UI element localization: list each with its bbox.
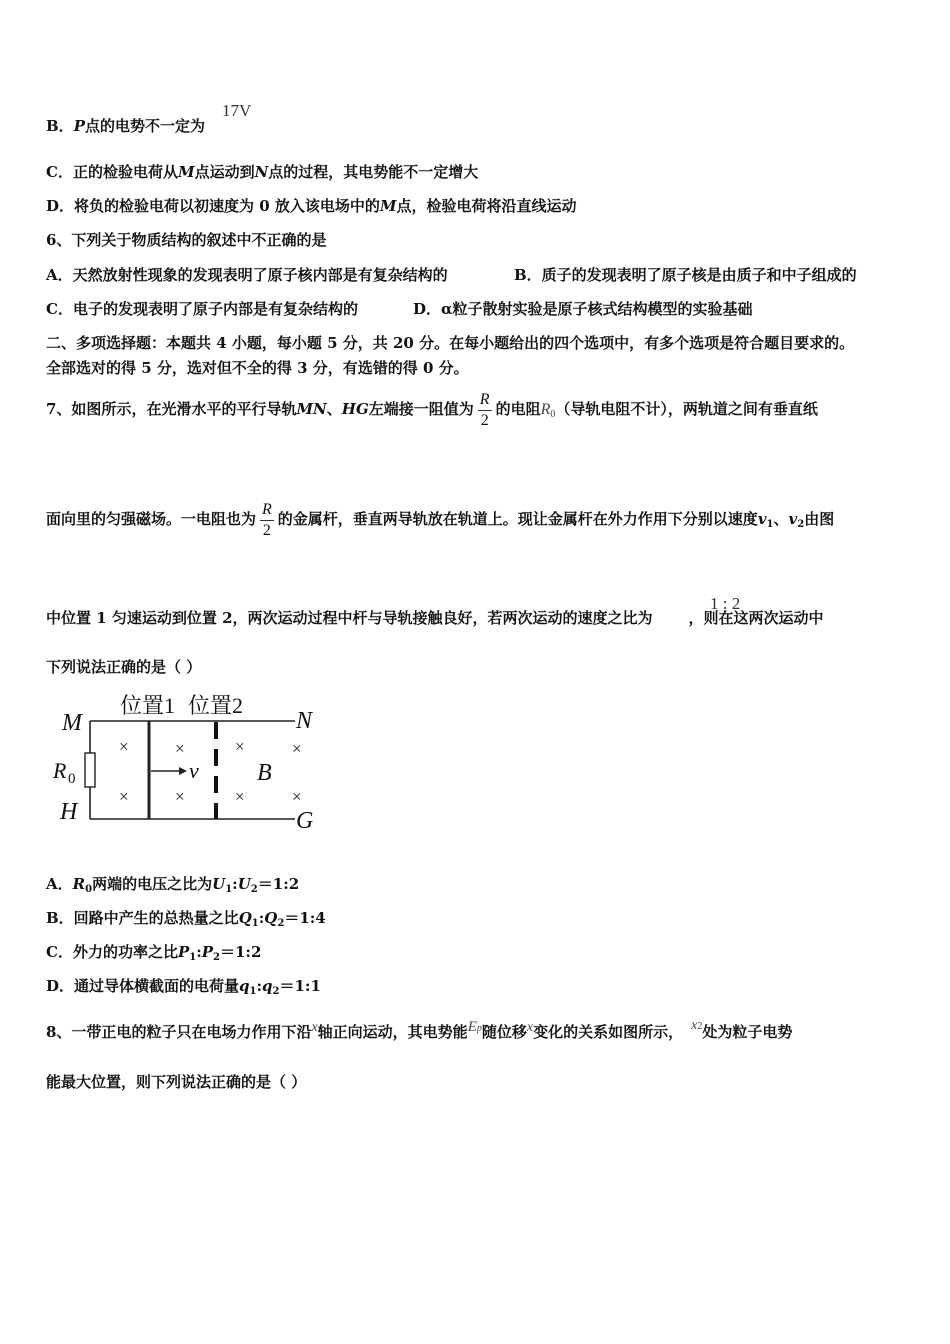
label-position2: 位置2 (188, 693, 244, 718)
q7-text: 中位置 1 匀速运动到位置 2，两次运动过程中杆与导轨接触良好，若两次运动的速度之比为 (46, 609, 653, 627)
symbol-x: x (691, 1018, 698, 1033)
option-text: C．外力的功率之比 (46, 943, 178, 961)
q7-line3 (46, 608, 824, 628)
symbol-p: P (73, 117, 85, 135)
option-text: 点运动到 (194, 163, 255, 181)
q7-text: 、 (773, 510, 789, 528)
resistor-r0 (85, 753, 95, 787)
symbol-p1: P (177, 943, 190, 961)
symbol-n: N (254, 163, 269, 181)
q8-line1 (46, 1018, 793, 1045)
option-text: 点，检验电荷将沿直线运动 (396, 197, 577, 215)
fraction-numerator: R (478, 390, 492, 411)
q7-text: 的电阻 (495, 400, 541, 418)
subscript: 1 (225, 884, 233, 895)
option-text: B．回路中产生的总热量之比 (46, 909, 239, 927)
subscript: 2 (272, 986, 280, 997)
symbol-mn: MN (296, 400, 327, 418)
subscript: 1 (249, 986, 257, 997)
q6-option-d: D．α粒子散射实验是原子核式结构模型的实验基础 (413, 300, 753, 318)
q7-text: 7、如图所示，在光滑水平的平行导轨 (46, 400, 297, 418)
subscript: 1 (189, 952, 197, 963)
field-cross: × (292, 739, 302, 758)
fraction-r-over-2 (260, 500, 274, 541)
q8-text: 变化的关系如图所示， (533, 1023, 684, 1041)
q7-text: 左端接一阻值为 (368, 400, 474, 418)
q7-text: 、 (326, 400, 342, 418)
label-h: H (60, 799, 78, 825)
q6-stem: 6、下列关于物质结构的叙述中不正确的是 (46, 231, 327, 249)
subscript: 2 (697, 1021, 703, 1032)
symbol-x: x (526, 1020, 534, 1035)
q7-text: （导轨电阻不计），两轨道之间有垂直纸 (555, 400, 818, 418)
subscript: p (476, 1023, 482, 1034)
q8-text: 8、一带正电的粒子只在电场力作用下沿 (46, 1023, 312, 1041)
symbol-e: E (467, 1019, 477, 1035)
potential-value: 17V (222, 101, 252, 120)
symbol-x2 (691, 1018, 702, 1033)
option-text: ＝1:1 (279, 977, 321, 995)
symbol-m: M (379, 197, 397, 215)
label-b: B (257, 760, 272, 786)
field-cross: × (235, 787, 245, 806)
field-cross: × (175, 787, 185, 806)
q7-line2 (46, 498, 834, 546)
q7-text: ，则在这两次运动中 (688, 609, 824, 627)
subscript: 2 (213, 952, 220, 963)
colon: : (232, 875, 238, 893)
symbol-p2: P (201, 943, 214, 961)
section-header-line1: 二、多项选择题：本题共 4 小题，每小题 5 分，共 20 分。在每小题给出的四个选项中，有多个选项是符合题目要求的。 (46, 334, 855, 352)
symbol-hg: HG (341, 400, 369, 418)
label-g: G (296, 808, 314, 834)
option-text: ＝1:2 (220, 943, 262, 961)
q7-option-a (46, 874, 299, 900)
colon: : (258, 909, 265, 927)
field-cross: × (119, 787, 129, 806)
label-v: v (189, 758, 199, 783)
fraction-numerator: R (260, 500, 274, 521)
label-position1: 位置1 (120, 693, 176, 718)
colon: : (196, 943, 202, 961)
option-text: D．将负的检验电荷以初速度为 0 放入该电场中的 (46, 197, 380, 215)
option-label: B． (46, 117, 74, 135)
symbol-u2: U (237, 875, 251, 893)
fraction-denominator: 2 (480, 411, 489, 429)
field-cross: × (292, 787, 302, 806)
symbol-q1: q (239, 977, 250, 995)
section-header-line2: 全部选对的得 5 分，选对但不全的得 3 分，有选错的得 0 分。 (46, 359, 469, 377)
subscript: 2 (277, 918, 285, 929)
field-cross: × (175, 739, 185, 758)
q5-option-b (46, 116, 205, 136)
option-text: 两端的电压之比为 (92, 875, 213, 893)
q7-option-d (46, 976, 321, 1002)
velocity-arrow-head (179, 767, 187, 775)
q7-line4: 下列说法正确的是（ ） (46, 658, 202, 676)
label-r-subscript: 0 (68, 771, 76, 787)
q6-option-b: B．质子的发现表明了原子核是由质子和中子组成的 (514, 266, 857, 284)
field-cross: × (119, 737, 129, 756)
q7-option-b (46, 908, 326, 934)
symbol-q1: Q (238, 909, 252, 927)
option-text: 点的电势不一定为 (84, 117, 205, 135)
q8-text: 轴正向运动，其电势能 (317, 1023, 468, 1041)
symbol-r: R (540, 401, 551, 418)
subscript: 1 (251, 918, 259, 929)
option-text: C．正的检验电荷从 (46, 163, 178, 181)
q5-option-c (46, 162, 478, 182)
option-label: A． (46, 875, 73, 893)
symbol-q2: Q (264, 909, 278, 927)
symbol-u1: U (212, 875, 226, 893)
symbol-v2: v (788, 510, 798, 528)
option-text: 点的过程，其电势能不一定增大 (268, 163, 479, 181)
speed-ratio: 1 : 2 (710, 594, 741, 613)
q8-text: 处为粒子电势 (702, 1023, 793, 1041)
option-text: D．通过导体横截面的电荷量 (46, 977, 240, 995)
option-text: ＝1:4 (284, 909, 326, 927)
subscript: 0 (85, 884, 93, 895)
symbol-r: R (72, 875, 86, 893)
subscript: 2 (250, 884, 258, 895)
q6-option-a: A．天然放射性现象的发现表明了原子核内部是有复杂结构的 (46, 266, 448, 284)
q6-option-c: C．电子的发现表明了原子内部是有复杂结构的 (46, 300, 358, 318)
q7-option-c (46, 942, 261, 968)
symbol-q2: q (262, 977, 273, 995)
q7-line1 (46, 388, 818, 436)
colon: : (256, 977, 263, 995)
label-m: M (62, 710, 82, 736)
q7-text: 由图 (804, 510, 835, 528)
q7-text: 面向里的匀强磁场。一电阻也为 (46, 510, 257, 528)
symbol-v1: v (757, 510, 767, 528)
q8-line2: 能最大位置，则下列说法正确的是（ ） (46, 1073, 307, 1091)
fraction-r-over-2 (478, 390, 492, 431)
symbol-ep (468, 1019, 482, 1035)
option-text: ＝1:2 (257, 875, 300, 893)
label-r: R (53, 758, 67, 783)
q7-text: 的金属杆，垂直两导轨放在轨道上。现让金属杆在外力作用下分别以速度 (277, 510, 758, 528)
q8-text: 随位移 (481, 1023, 527, 1041)
rail-circuit-diagram (50, 688, 340, 838)
subscript: 2 (797, 519, 805, 530)
symbol-r0 (541, 401, 556, 418)
symbol-x: x (311, 1020, 318, 1035)
subscript: 1 (766, 519, 774, 530)
field-cross: × (235, 737, 245, 756)
symbol-m: M (177, 163, 195, 181)
subscript: 0 (550, 409, 556, 420)
fraction-denominator: 2 (262, 521, 271, 539)
q5-option-d (46, 196, 577, 216)
label-n: N (296, 708, 313, 734)
